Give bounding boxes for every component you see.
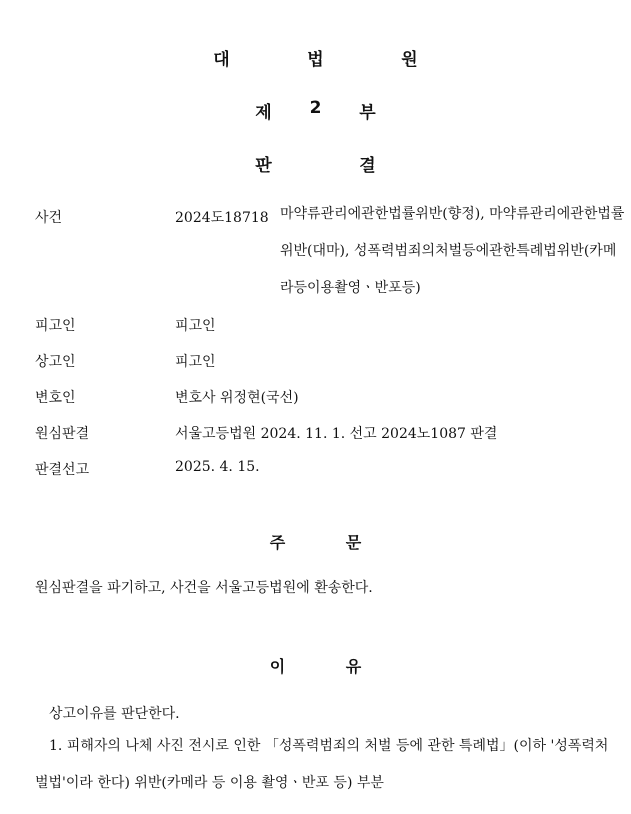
doc-type-char: 판 <box>255 156 272 176</box>
appellant-value: 피고인 <box>175 354 216 370</box>
heading-char: 이 <box>269 657 286 676</box>
heading-char: 주 <box>269 533 286 552</box>
court-char: 법 <box>307 50 324 70</box>
reasons-intro: 상고이유를 판단한다. <box>49 706 180 722</box>
defendant-label: 피고인 <box>35 318 76 334</box>
court-name <box>0 45 631 70</box>
reasons-heading <box>0 654 631 677</box>
heading-char: 유 <box>345 657 362 676</box>
division-char: 제 <box>255 103 272 123</box>
defendant-value: 피고인 <box>175 318 216 334</box>
case-label: 사건 <box>35 210 63 226</box>
appellant-label: 상고인 <box>35 354 76 370</box>
counsel-value: 변호사 위정현(국선) <box>175 390 299 406</box>
document-type <box>0 151 631 176</box>
heading-char: 문 <box>345 533 362 552</box>
judgment-date-value: 2025. 4. 15. <box>175 459 260 475</box>
court-char: 원 <box>401 50 418 70</box>
division-char: 부 <box>359 103 376 123</box>
reasons-paragraph-1: 1. 피해자의 나체 사진 전시로 인한 「성폭력범죄의 처벌 등에 관한 특례법」(이하 '성폭력처벌법'이라 한다) 위반(카메라 등 이용 촬영ㆍ반포 등) 부분 <box>35 738 609 791</box>
doc-type-char: 결 <box>359 156 376 176</box>
division <box>0 98 631 123</box>
case-number: 2024도18718 <box>175 210 269 226</box>
order-text: 원심판결을 파기하고, 사건을 서울고등법원에 환송한다. <box>35 580 373 596</box>
judgment-date-label: 판결선고 <box>35 462 90 478</box>
counsel-label: 변호인 <box>35 390 76 406</box>
lower-judgment-label: 원심판결 <box>35 426 90 442</box>
court-char: 대 <box>213 50 230 70</box>
division-char: 2 <box>309 98 322 118</box>
order-heading <box>0 530 631 553</box>
lower-judgment-value: 서울고등법원 2024. 11. 1. 선고 2024노1087 판결 <box>175 426 498 442</box>
case-title: 마약류관리에관한법률위반(향정), 마약류관리에관한법률위반(대마), 성폭력범죄의처벌등에관한특례법위반(카메라등이용촬영ㆍ반포등) <box>280 206 625 296</box>
